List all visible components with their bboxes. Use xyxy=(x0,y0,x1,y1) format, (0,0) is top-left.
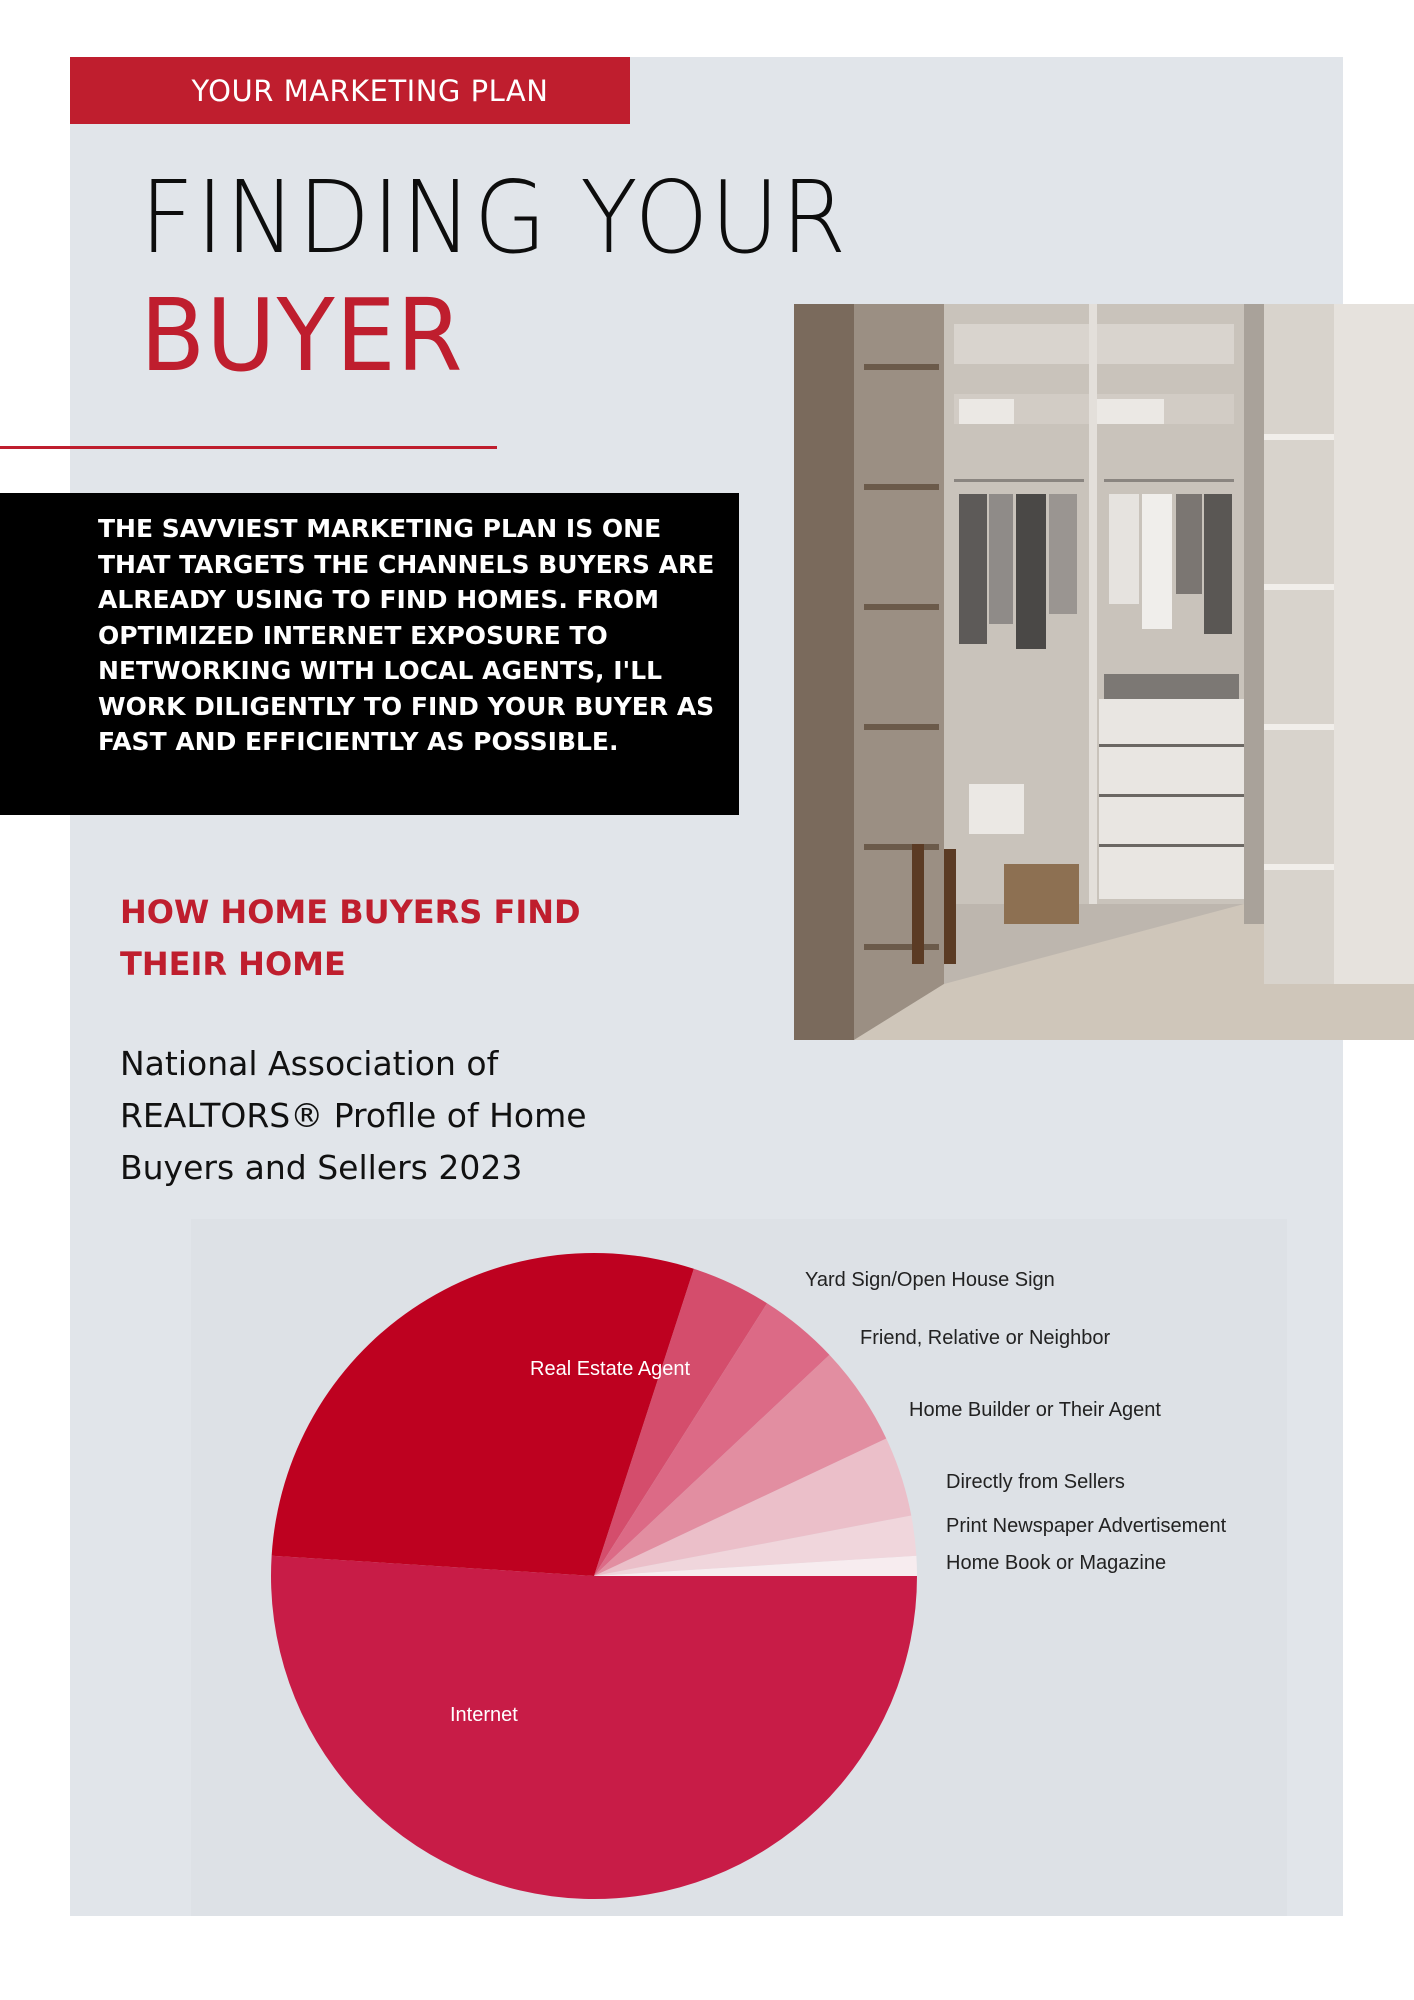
intro-box xyxy=(0,493,739,815)
pie-slice-internet xyxy=(271,1556,917,1899)
pie-label-print-newspaper-advertisement: Print Newspaper Advertisement xyxy=(946,1515,1227,1537)
section-heading: HOW HOME BUYERS FIND THEIR HOME xyxy=(120,893,581,983)
pie-label-yard-sign-open-house-sign: Yard Sign/Open House Sign xyxy=(805,1269,1055,1291)
section-tag: YOUR MARKETING PLAN xyxy=(70,57,630,124)
pie-label-friend-relative-or-neighbor: Friend, Relative or Neighbor xyxy=(860,1327,1111,1349)
page-title-line2: BUYER xyxy=(140,277,464,394)
pie-label-home-builder-or-their-agent: Home Builder or Their Agent xyxy=(909,1399,1161,1421)
intro-text: THE SAVVIEST MARKETING PLAN IS ONE THAT TARGETS THE CHANNELS BUYERS ARE ALREADY USING TO FIND HOMES. FROM OPTIMIZED INTERNET EXPOSURE TO NETWORKING WITH LOCAL AGENTS, I'LL WORK DILIGENTLY TO FIND YOUR BUYER AS FAST AND EFFICIENTLY AS POSSIBLE. xyxy=(98,514,715,756)
divider-rule xyxy=(0,446,497,449)
pie-label-home-book-or-magazine: Home Book or Magazine xyxy=(946,1552,1167,1574)
pie-label-internet: Internet xyxy=(450,1704,518,1726)
data-source: National Association of REALTORS® Proflle of Home Buyers and Sellers 2023 xyxy=(120,1044,587,1187)
page-title-line1: FINDING YOUR xyxy=(140,159,849,276)
pie-label-real-estate-agent: Real Estate Agent xyxy=(530,1358,691,1380)
pie-chart xyxy=(191,1219,1287,1916)
pie-chart-container xyxy=(191,1219,1287,1916)
closet-photo xyxy=(794,304,1414,1040)
closet-illustration xyxy=(794,304,1414,1040)
pie-label-directly-from-sellers: Directly from Sellers xyxy=(946,1471,1125,1493)
